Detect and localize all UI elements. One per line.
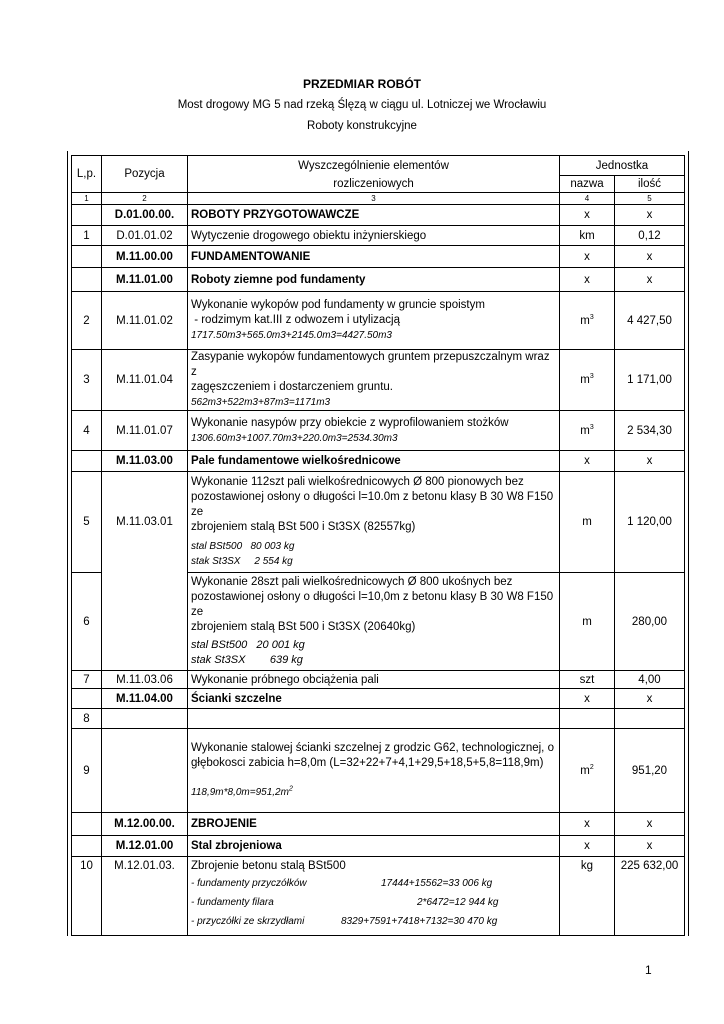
table-row [72, 292, 685, 350]
calculation-note: 1717.50m3+565.0m3+2145.0m3=4427.50m3 [191, 330, 392, 341]
lp-number: 3 [72, 350, 102, 411]
header-opis-1: Wyszczególnienie elementów [188, 156, 560, 176]
position-code: M.11.03.06 [102, 671, 188, 689]
row-description: Stal zbrojeniowa [188, 836, 560, 857]
calculation-note: $118,9m*8,0m=951,2m^2$ [191, 785, 293, 798]
quantity: x [615, 246, 685, 268]
header-ilosc: ilość [615, 176, 685, 193]
quantity: x [615, 268, 685, 292]
quantity: x [615, 836, 685, 857]
header-opis-2: rozliczeniowych [188, 176, 560, 193]
unit-name: m [560, 573, 615, 671]
unit-name: $m^3$ [560, 411, 615, 451]
document-title: PRZEDMIAR ROBÓT [303, 77, 421, 91]
table-row [72, 411, 685, 451]
calculation-note: stak St3SX 639 kg [191, 654, 303, 666]
position-code: D.01.00.00. [102, 205, 188, 226]
quantity: 1 120,00 [615, 472, 685, 573]
row-description: Wykonanie 112szt pali wielkośrednicowych Ø 800 pionowych bez pozostawionej osłony o długości l=10.0m z betonu klasy B 30 W8 F150 ze zbrojeniem stalą BSt 500 i St3SX (82557kg) stal BSt500 80 003 kg stak St3SX 2 554 kg [188, 472, 560, 573]
unit-name: x [560, 689, 615, 709]
lp-number: 10 [72, 857, 102, 936]
lp-number: 2 [72, 292, 102, 350]
quantity: x [615, 813, 685, 836]
lp-number: 4 [72, 411, 102, 451]
row-description: Wytyczenie drogowego obiektu inżynierskiego [188, 226, 560, 246]
unit-name: x [560, 246, 615, 268]
row-description: Zasypanie wykopów fundamentowych gruntem przepuszczalnym wraz z zagęszczeniem i dostarczeniem gruntu. 562m3+522m3+87m3=1171m3 [188, 350, 560, 411]
table-row [72, 709, 685, 729]
header-lp: L,p. [72, 156, 102, 193]
table-row [72, 226, 685, 246]
document-subtitle: Most drogowy MG 5 nad rzeką Ślęzą w ciągu ul. Lotniczej we Wrocławiu [177, 99, 547, 111]
quantity: x [615, 689, 685, 709]
position-code: M.12.01.00 [102, 836, 188, 857]
col-number: 1 [72, 193, 102, 205]
unit-name: x [560, 268, 615, 292]
table-row [72, 689, 685, 709]
lp-number: 1 [72, 226, 102, 246]
quantity: 4 427,50 [615, 292, 685, 350]
table-row [72, 472, 685, 573]
quantity: 951,20 [615, 729, 685, 813]
lp-number: 9 [72, 729, 102, 813]
table-row [72, 268, 685, 292]
header-jednostka: Jednostka [560, 156, 685, 176]
lp-number: 6 [72, 573, 102, 671]
unit-name: $m^3$ [560, 350, 615, 411]
document-section: Roboty konstrukcyjne [307, 120, 417, 132]
row-description: ROBOTY PRZYGOTOWAWCZE [188, 205, 560, 226]
unit-name: kg [560, 857, 615, 936]
table-row [72, 573, 685, 671]
col-number: 3 [188, 193, 560, 205]
position-code: M.11.00.00 [102, 246, 188, 268]
position-code: D.01.01.02 [102, 226, 188, 246]
col-number: 5 [615, 193, 685, 205]
table-row [72, 246, 685, 268]
unit-name: $m^3$ [560, 292, 615, 350]
calculation-note: 562m3+522m3+87m3=1171m3 [191, 397, 331, 408]
row-description: Wykonanie stalowej ścianki szczelnej z grodzic G62, technologicznej, o głębokosci zabicia h=8,0m (L=32+22+7+4,1+29,5+18,5+5,8=118,9m) $118,9m*8,0m=951,2m^2$ [188, 729, 560, 813]
row-description: Zbrojenie betonu stalą BSt500 - fundamenty przyczółków 17444+15562=33 006 kg - fundamenty filara 2*6472=12 944 kg - przyczółki ze skrzydłami 8329+7591+7418+7132=30 470 kg [188, 857, 560, 936]
lp-number: 7 [72, 671, 102, 689]
table-row [72, 857, 685, 936]
page-number: 1 [645, 963, 652, 977]
col-number: 4 [560, 193, 615, 205]
row-description: Pale fundamentowe wielkośrednicowe [188, 451, 560, 472]
row-description: Wykonanie 28szt pali wielkośrednicowych Ø 800 ukośnych bez pozostawionej osłony o długości l=10,0m z betonu klasy B 30 W8 F150 ze zbrojeniem stalą BSt 500 i St3SX (20640kg) stal BSt500 20 001 kg stak St3SX 639 kg [188, 573, 560, 671]
position-code: M.11.01.00 [102, 268, 188, 292]
unit-name: x [560, 836, 615, 857]
header-pozycja: Pozycja [102, 156, 188, 193]
unit-name: m [560, 472, 615, 573]
row-description: Wykonanie wykopów pod fundamenty w gruncie spoistym - rodzimym kat.III z odwozem i utylizacją 1717.50m3+565.0m3+2145.0m3=4427.50m3 [188, 292, 560, 350]
unit-name: x [560, 813, 615, 836]
table-row [72, 451, 685, 472]
unit-name: x [560, 205, 615, 226]
row-description: Wykonanie nasypów przy obiekcie z wyprofilowaniem stożków 1306.60m3+1007.70m3+220.0m3=2534.30m3 [188, 411, 560, 451]
header-nazwa: nazwa [560, 176, 615, 193]
position-code: M.11.01.02 [102, 292, 188, 350]
row-description: ZBROJENIE [188, 813, 560, 836]
calculation-note: 1306.60m3+1007.70m3+220.0m3=2534.30m3 [191, 432, 398, 444]
lp-number: 5 [72, 472, 102, 573]
unit-name: $m^2$ [560, 729, 615, 813]
lp-number: 8 [72, 709, 102, 729]
position-code: M.11.03.00 [102, 451, 188, 472]
table-row [72, 813, 685, 836]
table-row [72, 729, 685, 813]
bill-of-quantities-table [71, 155, 685, 936]
quantity: 225 632,00 [615, 857, 685, 936]
calculation-note: stal BSt500 20 001 kg [191, 639, 305, 651]
table-row [72, 836, 685, 857]
position-code: M.11.03.01 [102, 472, 188, 573]
position-code: M.11.04.00 [102, 689, 188, 709]
row-description: Ścianki szczelne [188, 689, 560, 709]
position-code: M.12.01.03. [102, 857, 188, 936]
quantity: 280,00 [615, 573, 685, 671]
quantity: x [615, 205, 685, 226]
col-number: 2 [102, 193, 188, 205]
quantity: 0,12 [615, 226, 685, 246]
row-description: FUNDAMENTOWANIE [188, 246, 560, 268]
calculation-note: stal BSt500 80 003 kg [191, 541, 295, 552]
table-row [72, 671, 685, 689]
quantity: x [615, 451, 685, 472]
quantity: 4,00 [615, 671, 685, 689]
row-description: Roboty ziemne pod fundamenty [188, 268, 560, 292]
position-code: M.11.01.04 [102, 350, 188, 411]
table-row [72, 205, 685, 226]
position-code: M.12.00.00. [102, 813, 188, 836]
quantity: 1 171,00 [615, 350, 685, 411]
unit-name: km [560, 226, 615, 246]
quantity: 2 534,30 [615, 411, 685, 451]
unit-name: x [560, 451, 615, 472]
calculation-note: stak St3SX 2 554 kg [191, 556, 293, 567]
table-row [72, 350, 685, 411]
unit-name: szt [560, 671, 615, 689]
row-description: Wykonanie próbnego obciążenia pali [188, 671, 560, 689]
position-code: M.11.01.07 [102, 411, 188, 451]
